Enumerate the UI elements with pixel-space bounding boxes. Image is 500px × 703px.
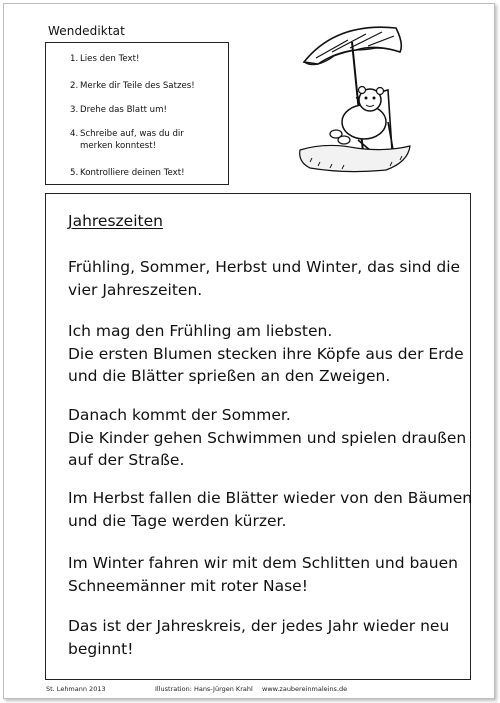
text-paragraph: [68, 487, 473, 532]
step-number: 4.: [70, 129, 79, 139]
text-paragraph: [68, 256, 464, 301]
text-line: und die Blätter sprießen an den Zweigen.: [68, 367, 391, 385]
dictation-text-box: [45, 193, 471, 680]
step-text: Merke dir Teile des Satzes!: [80, 81, 195, 91]
text-paragraph: [68, 615, 464, 660]
footer-website: www.zaubereinmaleins.de: [262, 685, 348, 693]
text-line: Danach kommt der Sommer.: [68, 406, 291, 424]
instruction-step: [70, 104, 230, 116]
step-text: Lies den Text!: [80, 54, 140, 64]
text-paragraph: [68, 552, 464, 597]
text-line: Die Kinder gehen Schwimmen und spielen draußen: [68, 428, 467, 447]
step-number: 1.: [70, 54, 79, 64]
instruction-step: [70, 167, 230, 179]
instruction-step: [70, 128, 210, 152]
text-line: Im Herbst fallen die Blätter wieder von den Bäumen: [68, 489, 473, 507]
text-title: Jahreszeiten: [68, 212, 163, 230]
text-line: Ich mag den Frühling am liebsten.: [68, 322, 333, 340]
text-paragraph: [68, 404, 467, 472]
hamster-in-deckchair-under-umbrella-icon: [296, 22, 414, 180]
text-line: auf der Straße.: [68, 451, 185, 469]
footer-illustration-credit: Illustration: Hans-Jürgen Krahl: [155, 685, 253, 693]
text-line: beginnt!: [68, 639, 134, 658]
worksheet-title: Wendediktat: [48, 24, 125, 38]
text-line: Die ersten Blumen stecken ihre Köpfe aus der Erde: [68, 344, 464, 363]
text-line: Im Winter fahren wir mit dem Schlitten und bauen: [68, 554, 458, 572]
step-number: 3.: [70, 105, 79, 115]
instruction-step: [70, 80, 230, 92]
instructions-box: [45, 42, 229, 185]
text-line: Das ist der Jahreskreis, der jedes Jahr wieder neu: [68, 617, 450, 635]
footer-author: St. Lehmann 2013: [46, 685, 106, 693]
text-line: Frühling, Sommer, Herbst und Winter, das sind die: [68, 258, 461, 276]
step-text: Kontrolliere deinen Text!: [80, 168, 185, 178]
text-line: Schneemänner mit roter Nase!: [68, 576, 308, 595]
text-paragraph: [68, 320, 464, 388]
instruction-step: [70, 53, 230, 65]
step-number: 2.: [70, 81, 79, 91]
step-number: 5.: [70, 168, 79, 178]
step-text: Drehe das Blatt um!: [80, 105, 167, 115]
step-text: Schreibe auf, was du dir merken konntest!: [80, 129, 184, 151]
text-line: vier Jahreszeiten.: [68, 280, 203, 299]
text-line: und die Tage werden kürzer.: [68, 511, 287, 530]
